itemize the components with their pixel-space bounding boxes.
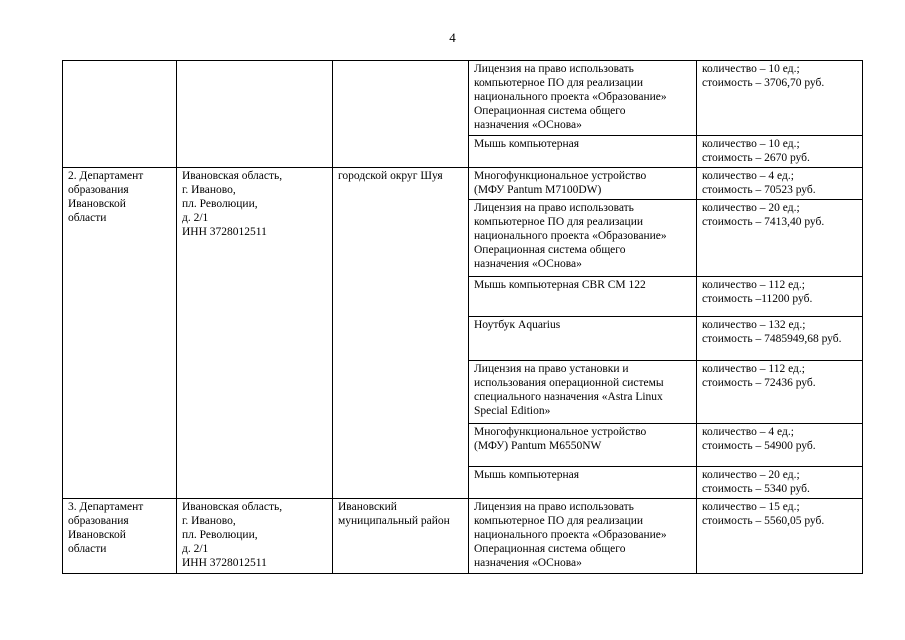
item-cell-line: назначения «ОСнова» (474, 119, 582, 131)
item-cell (469, 200, 697, 277)
table-row (63, 61, 863, 136)
item-cell-line: Ноутбук Aquarius (474, 319, 561, 331)
department-cell-line: Ивановской (68, 198, 126, 210)
quantity-cell-line: количество – 132 ед.; (702, 319, 806, 331)
item-cell-line: назначения «ОСнова» (474, 557, 582, 569)
quantity-cell-line: стоимость –11200 руб. (702, 293, 813, 305)
address-cell (177, 168, 333, 499)
empty-municipality-cell (333, 61, 469, 168)
quantity-cell (697, 499, 863, 574)
department-cell-line: области (68, 212, 107, 224)
address-cell-line: Ивановская область, (182, 170, 283, 182)
department-cell-line: Ивановской (68, 529, 126, 541)
item-cell-line: национального проекта «Образование» (474, 230, 667, 242)
equipment-table (62, 60, 863, 574)
quantity-cell (697, 136, 863, 168)
quantity-cell (697, 200, 863, 277)
municipality-cell-line: городской округ Шуя (338, 170, 443, 182)
item-cell-line: Операционная система общего (474, 105, 626, 117)
quantity-cell-line: стоимость – 72436 руб. (702, 377, 816, 389)
item-cell (469, 499, 697, 574)
item-cell-line: использования операционной системы (474, 377, 664, 389)
municipality-cell-line: муниципальный район (338, 515, 450, 527)
quantity-cell-line: количество – 4 ед.; (702, 426, 794, 438)
address-cell-line: Ивановская область, (182, 501, 283, 513)
item-cell (469, 424, 697, 467)
quantity-cell-line: количество – 20 ед.; (702, 202, 800, 214)
item-cell-line: Лицензия на право установки и (474, 363, 629, 375)
address-cell-line: пл. Революции, (182, 198, 258, 210)
quantity-cell-line: количество – 20 ед.; (702, 469, 800, 481)
address-cell (177, 499, 333, 574)
quantity-cell-line: стоимость – 5340 руб. (702, 483, 810, 495)
item-cell (469, 467, 697, 499)
department-cell-line: 2. Департамент (68, 170, 144, 182)
quantity-cell-line: стоимость – 3706,70 руб. (702, 77, 825, 89)
quantity-cell-line: количество – 112 ед.; (702, 279, 805, 291)
quantity-cell-line: количество – 10 ед.; (702, 63, 800, 75)
department-cell (63, 168, 177, 499)
quantity-cell-line: количество – 15 ед.; (702, 501, 800, 513)
table-row (63, 168, 863, 200)
item-cell-line: национального проекта «Образование» (474, 91, 667, 103)
quantity-cell-line: стоимость – 7413,40 руб. (702, 216, 825, 228)
empty-department-cell (63, 61, 177, 168)
quantity-cell (697, 467, 863, 499)
item-cell-line: Операционная система общего (474, 244, 626, 256)
item-cell (469, 277, 697, 317)
department-cell-line: образования (68, 515, 129, 527)
quantity-cell-line: количество – 10 ед.; (702, 138, 800, 150)
item-cell-line: Многофункциональное устройство (474, 170, 647, 182)
item-cell (469, 361, 697, 424)
quantity-cell-line: стоимость – 5560,05 руб. (702, 515, 825, 527)
municipality-cell (333, 499, 469, 574)
item-cell-line: Многофункциональное устройство (474, 426, 647, 438)
quantity-cell (697, 61, 863, 136)
quantity-cell (697, 168, 863, 200)
item-cell-line: национального проекта «Образование» (474, 529, 667, 541)
item-cell-line: (МФУ Pantum M7100DW) (474, 184, 602, 196)
item-cell-line: Лицензия на право использовать (474, 501, 634, 513)
address-cell-line: д. 2/1 (182, 212, 209, 224)
address-cell-line: ИНН 3728012511 (182, 226, 267, 238)
department-cell-line: 3. Департамент (68, 501, 144, 513)
address-cell-line: ИНН 3728012511 (182, 557, 267, 569)
item-cell (469, 61, 697, 136)
address-cell-line: пл. Революции, (182, 529, 258, 541)
quantity-cell-line: количество – 4 ед.; (702, 170, 794, 182)
municipality-cell-line: Ивановский (338, 501, 397, 513)
address-cell-line: г. Иваново, (182, 515, 236, 527)
quantity-cell-line: стоимость – 54900 руб. (702, 440, 816, 452)
quantity-cell (697, 277, 863, 317)
item-cell-line: Мышь компьютерная CBR CM 122 (474, 279, 646, 291)
item-cell-line: Мышь компьютерная (474, 138, 580, 150)
item-cell (469, 136, 697, 168)
quantity-cell-line: стоимость – 7485949,68 руб. (702, 333, 842, 345)
department-cell (63, 499, 177, 574)
page-number: 4 (449, 30, 456, 45)
address-cell-line: д. 2/1 (182, 543, 209, 555)
item-cell-line: Special Edition» (474, 405, 551, 417)
quantity-cell-line: количество – 112 ед.; (702, 363, 805, 375)
item-cell (469, 168, 697, 200)
quantity-cell (697, 424, 863, 467)
item-cell (469, 317, 697, 361)
item-cell-line: (МФУ) Pantum M6550NW (474, 440, 602, 452)
table-row (63, 499, 863, 574)
address-cell-line: г. Иваново, (182, 184, 236, 196)
item-cell-line: компьютерное ПО для реализации (474, 515, 643, 527)
item-cell-line: Лицензия на право использовать (474, 202, 634, 214)
item-cell-line: компьютерное ПО для реализации (474, 77, 643, 89)
item-cell-line: Операционная система общего (474, 543, 626, 555)
item-cell-line: компьютерное ПО для реализации (474, 216, 643, 228)
quantity-cell-line: стоимость – 70523 руб. (702, 184, 816, 196)
item-cell-line: Лицензия на право использовать (474, 63, 634, 75)
item-cell-line: специального назначения «Astra Linux (474, 391, 663, 403)
department-cell-line: области (68, 543, 107, 555)
item-cell-line: Мышь компьютерная (474, 469, 580, 481)
quantity-cell (697, 317, 863, 361)
quantity-cell (697, 361, 863, 424)
empty-address-cell (177, 61, 333, 168)
municipality-cell (333, 168, 469, 499)
quantity-cell-line: стоимость – 2670 руб. (702, 152, 810, 164)
department-cell-line: образования (68, 184, 129, 196)
item-cell-line: назначения «ОСнова» (474, 258, 582, 270)
